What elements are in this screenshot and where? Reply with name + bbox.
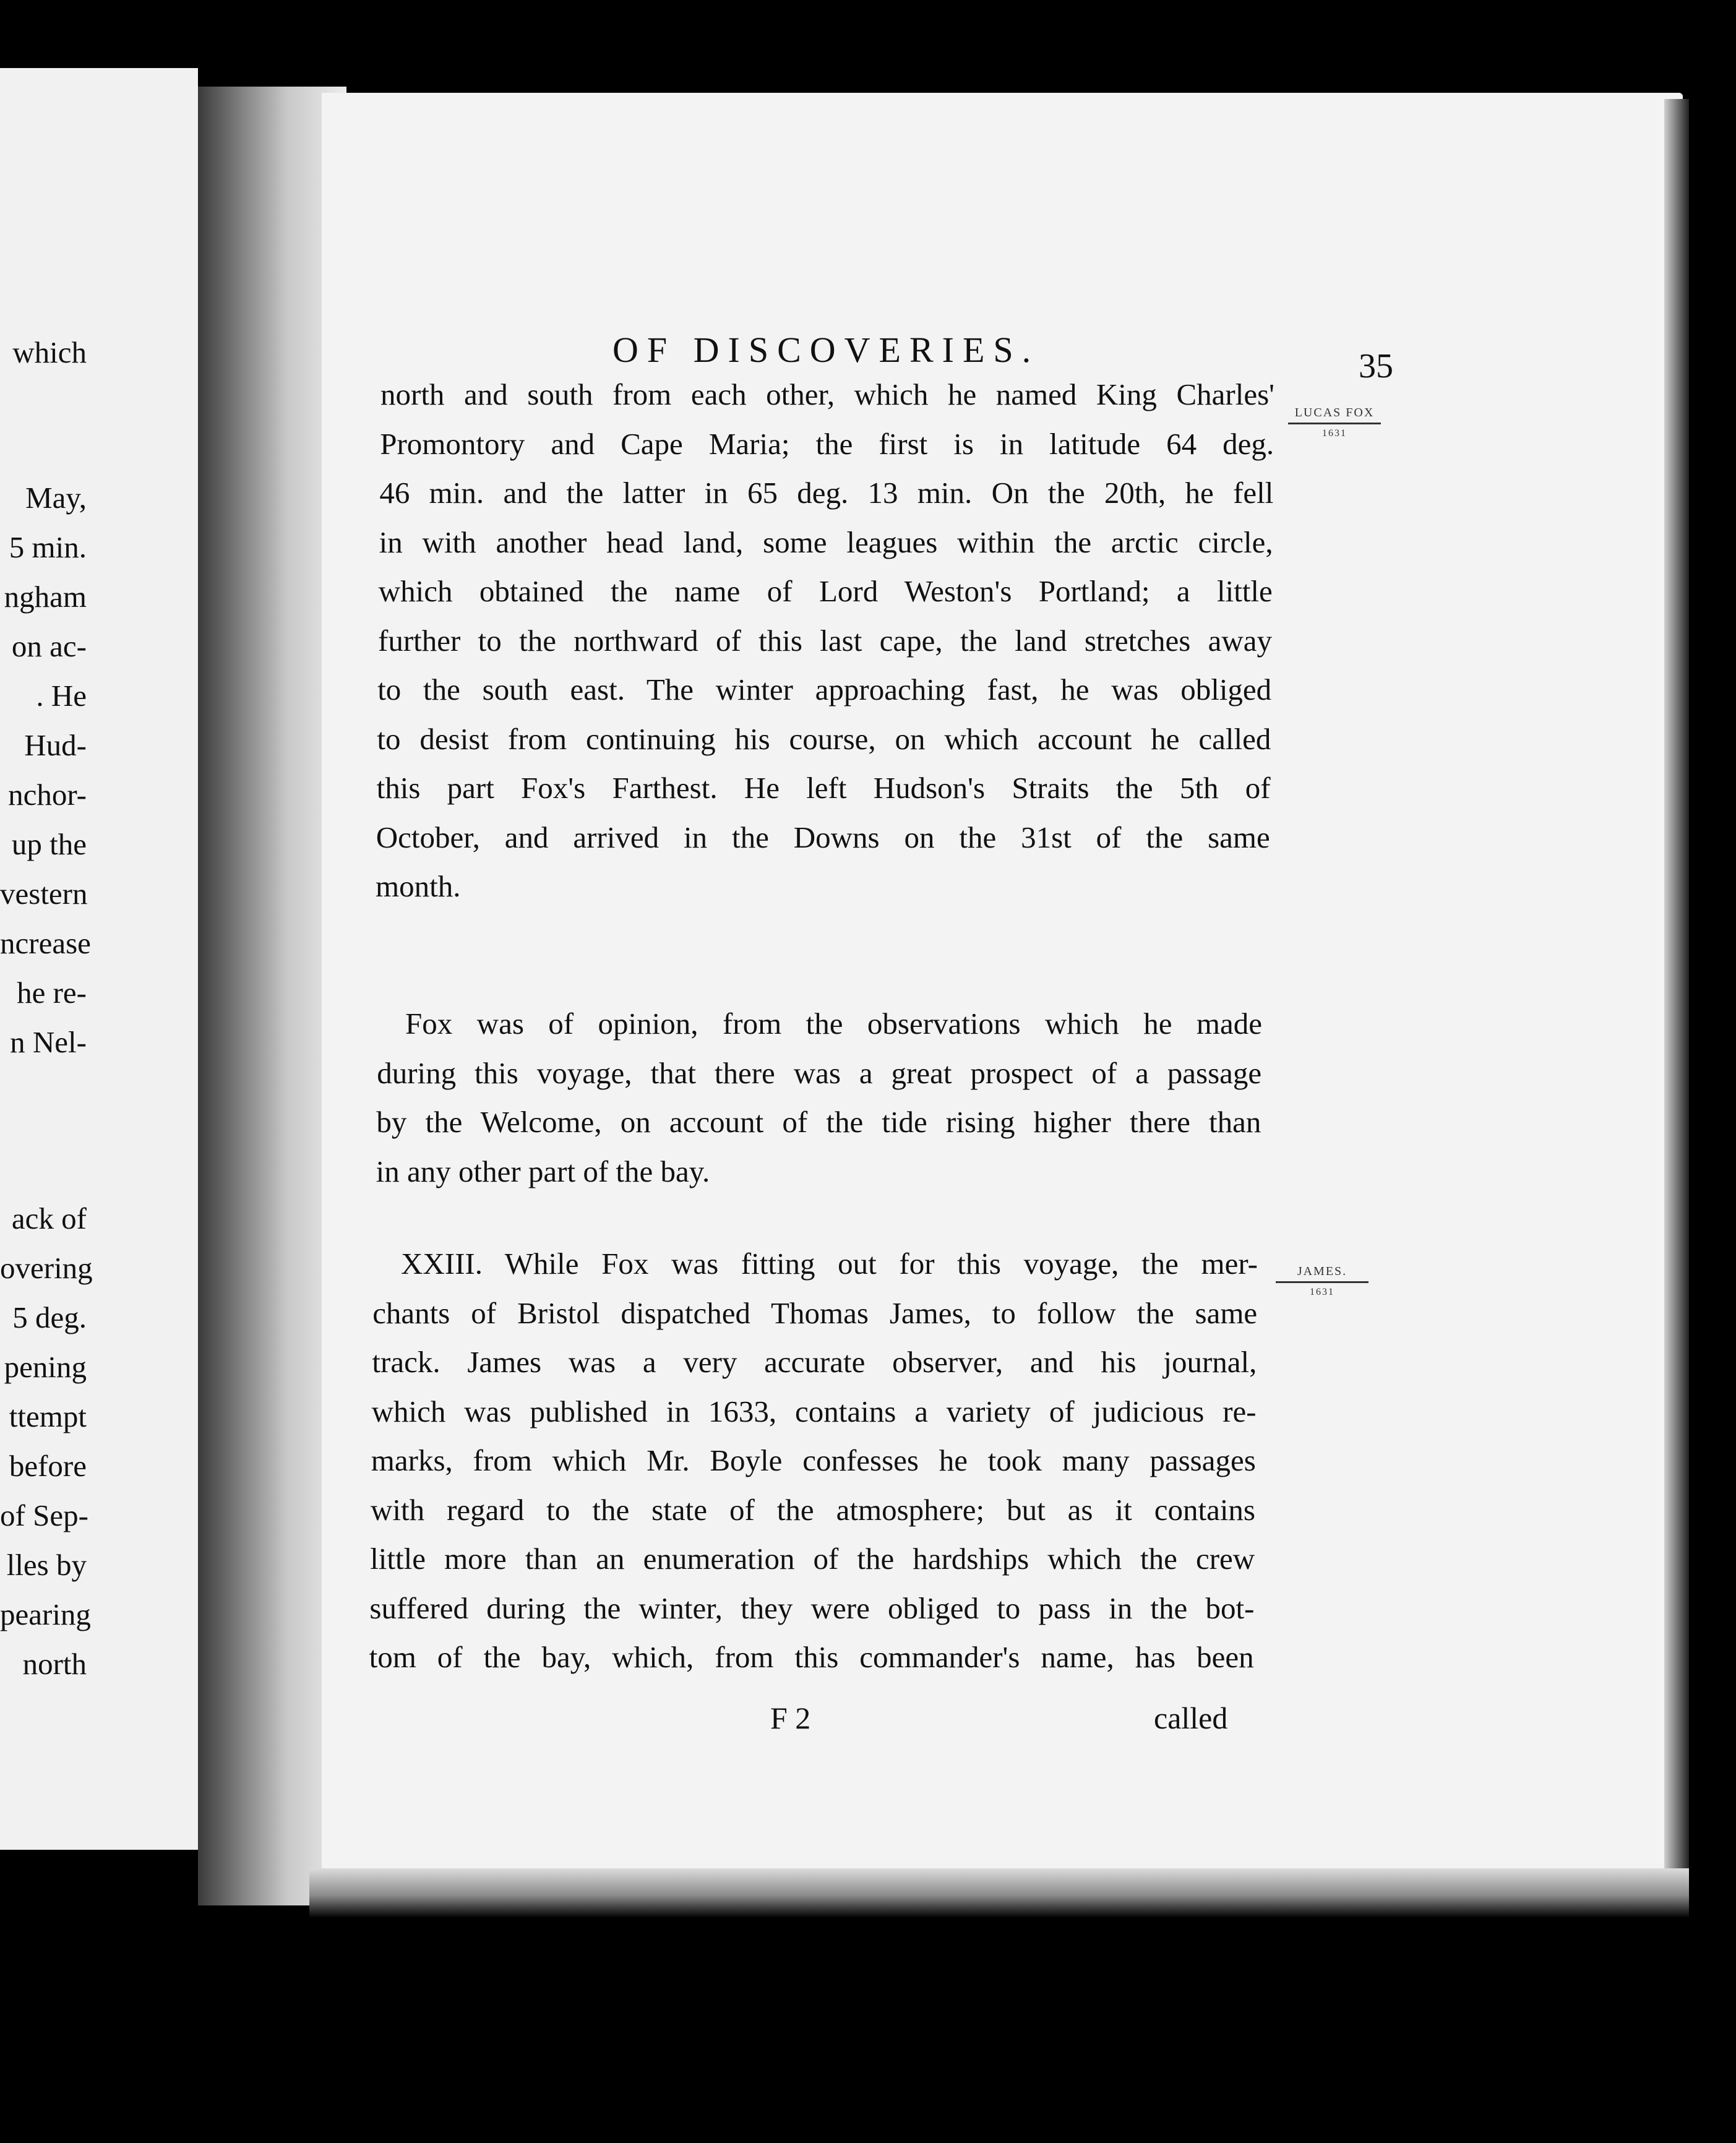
text-line: October, and arrived in the Downs on the 31st of the same	[376, 820, 1270, 854]
left-page-line-fragment: ngham	[4, 580, 87, 614]
signature-mark: F 2	[770, 1701, 811, 1735]
page-edge-shadow	[1664, 99, 1689, 1899]
page-number: 35	[1359, 347, 1393, 385]
left-page-line-fragment: vestern	[0, 877, 88, 911]
text-line: marks, from which Mr. Boyle confesses he took many passages	[371, 1443, 1256, 1477]
text-line: chants of Bristol dispatched Thomas James, to follow the same	[372, 1295, 1258, 1330]
left-page-line-fragment: n Nel-	[10, 1025, 87, 1059]
text-line: north and south from each other, which he named King Charles'	[380, 377, 1274, 411]
text-line: Fox was of opinion, from the observations which he made	[405, 1007, 1262, 1041]
left-page	[0, 68, 198, 1850]
text-line: further to the northward of this last cape, the land stretches away	[378, 623, 1272, 658]
text-line: in any other part of the bay.	[376, 1154, 710, 1188]
left-page-line-fragment: 5 deg.	[12, 1300, 87, 1334]
left-page-line-fragment: which	[12, 335, 87, 369]
text-line: track. James was a very accurate observer, and his journal,	[372, 1345, 1257, 1379]
text-line: 46 min. and the latter in 65 deg. 13 min. On the 20th, he fell	[379, 476, 1274, 510]
left-page-line-fragment: nchor-	[8, 778, 87, 812]
text-line: which was published in 1633, contains a variety of judicious re-	[371, 1394, 1257, 1428]
margin-note-year: 1631	[1322, 428, 1347, 439]
text-line: during this voyage, that there was a great prospect of a passage	[377, 1055, 1262, 1090]
text-line: which obtained the name of Lord Weston's Portland; a little	[378, 574, 1273, 608]
margin-note-james	[1276, 1265, 1369, 1299]
text-line: tom of the bay, which, from this commander's name, has been	[369, 1640, 1254, 1674]
left-page-line-fragment: overing	[0, 1251, 93, 1285]
text-line: this part Fox's Farthest. He left Hudson's Straits the 5th of	[376, 771, 1271, 805]
text-line: Promontory and Cape Maria; the first is in latitude 64 deg.	[380, 426, 1274, 461]
text-line: by the Welcome, on account of the tide rising higher there than	[376, 1105, 1261, 1139]
right-page	[322, 93, 1683, 1899]
left-page-line-fragment: Hud-	[24, 728, 87, 762]
text-line: with regard to the state of the atmosphere; but as it contains	[371, 1492, 1255, 1527]
left-page-line-fragment: up the	[11, 827, 87, 861]
margin-note-name: JAMES.	[1297, 1265, 1347, 1278]
running-head: OF DISCOVERIES.	[612, 330, 1040, 370]
left-page-line-fragment: May,	[25, 481, 87, 515]
left-page-line-fragment: lles by	[6, 1548, 87, 1582]
left-page-line-fragment: on ac-	[11, 629, 87, 663]
left-page-line-fragment: ttempt	[9, 1399, 87, 1433]
text-line: to desist from continuing his course, on which account he called	[377, 721, 1271, 756]
left-page-line-fragment: 5 min.	[9, 530, 87, 564]
left-page-line-fragment: ncrease	[0, 926, 91, 960]
left-page-line-fragment: . He	[36, 679, 87, 713]
margin-note-rule	[1288, 423, 1381, 424]
margin-note-year: 1631	[1310, 1287, 1334, 1297]
left-page-line-fragment: he re-	[17, 976, 87, 1010]
left-page-line-fragment: before	[9, 1449, 87, 1483]
text-line: little more than an enumeration of the hardships which the crew	[370, 1542, 1255, 1576]
bottom-edge-shadow	[309, 1868, 1689, 1918]
margin-note-rule	[1276, 1281, 1369, 1283]
margin-note-name: LUCAS FOX	[1294, 406, 1375, 419]
text-line: to the south east. The winter approaching fast, he was obliged	[377, 672, 1272, 706]
text-line: XXIII. While Fox was fitting out for this voyage, the mer-	[401, 1247, 1258, 1281]
left-page-line-fragment: ack of	[11, 1201, 87, 1235]
left-page-line-fragment: pening	[4, 1350, 87, 1384]
catchword: called	[1154, 1701, 1228, 1735]
text-line: month.	[376, 869, 461, 903]
margin-note-lucas-fox	[1288, 406, 1381, 440]
text-line: in with another head land, some leagues within the arctic circle,	[379, 525, 1273, 559]
text-line: suffered during the winter, they were obliged to pass in the bot-	[369, 1591, 1255, 1625]
left-page-line-fragment: north	[22, 1647, 87, 1681]
left-page-line-fragment: of Sep-	[0, 1498, 88, 1532]
left-page-line-fragment: pearing	[0, 1597, 91, 1631]
